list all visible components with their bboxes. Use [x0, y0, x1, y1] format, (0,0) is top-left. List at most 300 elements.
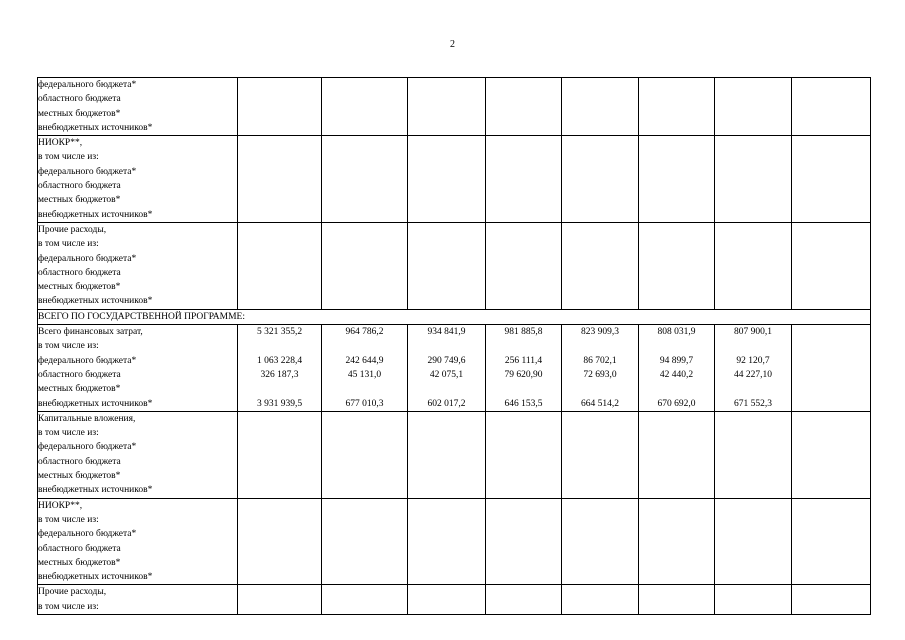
value-line [486, 570, 561, 584]
row-label-line: Прочие расходы, [38, 587, 107, 598]
value-line [715, 556, 791, 570]
value-line [322, 339, 407, 353]
value-line [562, 165, 638, 179]
value-line [238, 121, 321, 135]
value-line [639, 136, 714, 150]
value-line [322, 208, 407, 222]
value-line [639, 150, 714, 164]
value-line [322, 440, 407, 454]
row-label-line: областного бюджета [38, 94, 121, 105]
value-line [408, 150, 485, 164]
value-cell [408, 585, 486, 615]
value-line [792, 237, 870, 251]
value-line [408, 339, 485, 353]
value-line [408, 527, 485, 541]
value-line [408, 585, 485, 599]
value-line [322, 92, 407, 106]
value-line [408, 382, 485, 396]
value-line [486, 121, 561, 135]
value-line [792, 585, 870, 599]
row-label-cell [38, 411, 238, 498]
value-cell [715, 78, 792, 136]
value-cell [792, 325, 871, 412]
value-line [238, 237, 321, 251]
value-line [322, 600, 407, 614]
value-line [715, 426, 791, 440]
value-cell [238, 136, 322, 223]
value-cell [562, 585, 639, 615]
value-line [486, 193, 561, 207]
value-line [238, 483, 321, 497]
row-label-line: Капитальные вложения, [38, 413, 136, 424]
value-cell [562, 136, 639, 223]
value-line [792, 294, 870, 308]
value-line [238, 440, 321, 454]
value-line [238, 136, 321, 150]
value-line [408, 223, 485, 237]
row-label-line: Всего финансовых затрат, [38, 327, 143, 338]
row-label-line: местных бюджетов* [38, 384, 121, 395]
value-cell [562, 325, 639, 412]
page-number: 2 [450, 39, 455, 50]
value-line [792, 600, 870, 614]
value-line [792, 179, 870, 193]
value-line [562, 193, 638, 207]
value-line [322, 179, 407, 193]
value-line: 1 063 228,4 [256, 355, 303, 366]
value-line [408, 121, 485, 135]
value-line: 670 692,0 [657, 398, 696, 409]
value-line [792, 266, 870, 280]
row-label-line: областного бюджета [38, 543, 121, 554]
value-line [238, 266, 321, 280]
value-line [486, 339, 561, 353]
value-line: 94 899,7 [659, 355, 694, 366]
value-line [238, 556, 321, 570]
value-line [792, 426, 870, 440]
value-line [715, 266, 791, 280]
value-cell [486, 325, 562, 412]
value-line [639, 294, 714, 308]
value-line [238, 527, 321, 541]
value-line [562, 455, 638, 469]
value-line [639, 600, 714, 614]
value-line [792, 368, 870, 382]
value-line [238, 179, 321, 193]
value-line [486, 150, 561, 164]
value-line: 807 900,1 [734, 327, 772, 338]
value-cell [792, 585, 871, 615]
value-line [408, 136, 485, 150]
value-line [486, 280, 561, 294]
value-line: 45 131,0 [347, 369, 382, 380]
value-line [792, 499, 870, 513]
value-line [562, 483, 638, 497]
value-line [792, 440, 870, 454]
value-line [715, 237, 791, 251]
value-line [715, 193, 791, 207]
value-line [562, 513, 638, 527]
value-line [562, 92, 638, 106]
section-title: ВСЕГО ПО ГОСУДАРСТВЕННОЙ ПРОГРАММЕ: [38, 309, 871, 324]
value-cell [238, 498, 322, 585]
value-line [408, 92, 485, 106]
value-line [238, 412, 321, 426]
value-line [792, 325, 870, 339]
value-line [322, 121, 407, 135]
value-cell [322, 222, 408, 309]
value-cell [715, 411, 792, 498]
value-line [639, 208, 714, 222]
value-line: 677 010,3 [345, 398, 384, 409]
value-cell [639, 585, 715, 615]
value-line [322, 136, 407, 150]
row-label-line: в том числе из: [38, 428, 99, 439]
value-line [238, 150, 321, 164]
value-line [322, 237, 407, 251]
value-line [562, 542, 638, 556]
value-line [486, 455, 561, 469]
value-line [562, 600, 638, 614]
row-label-line: областного бюджета [38, 267, 121, 278]
value-line: 934 841,9 [427, 327, 466, 338]
row-label-line: внебюджетных источников* [38, 209, 153, 220]
value-cell [639, 498, 715, 585]
value-line: 326 187,3 [260, 369, 299, 380]
table-block [38, 585, 871, 615]
value-line [639, 223, 714, 237]
value-line: 72 693,0 [583, 369, 617, 380]
row-label-line: Прочие расходы, [38, 224, 107, 235]
value-line: 3 931 939,5 [256, 398, 303, 409]
value-cell [715, 136, 792, 223]
value-line [238, 585, 321, 599]
value-line [408, 193, 485, 207]
row-label-line: областного бюджета [38, 181, 121, 192]
value-line [486, 483, 561, 497]
value-line [322, 469, 407, 483]
value-line [322, 78, 407, 92]
value-cell [562, 78, 639, 136]
table-block [38, 78, 871, 136]
row-label-line: местных бюджетов* [38, 282, 121, 293]
table-block [38, 498, 871, 585]
value-line [792, 121, 870, 135]
value-cell [715, 222, 792, 309]
value-line [238, 208, 321, 222]
value-line [486, 294, 561, 308]
value-line [715, 499, 791, 513]
value-line [238, 294, 321, 308]
value-cell [322, 78, 408, 136]
value-line [408, 208, 485, 222]
value-line [562, 237, 638, 251]
value-line [715, 382, 791, 396]
value-line [238, 382, 321, 396]
value-line [562, 266, 638, 280]
value-line [238, 280, 321, 294]
value-line [322, 150, 407, 164]
value-line [408, 280, 485, 294]
value-line [408, 469, 485, 483]
value-line [486, 600, 561, 614]
value-line [486, 469, 561, 483]
value-line [238, 92, 321, 106]
value-line [238, 252, 321, 266]
value-line: 42 075,1 [429, 369, 464, 380]
value-line [322, 513, 407, 527]
value-line [639, 469, 714, 483]
value-line [715, 294, 791, 308]
value-line [792, 193, 870, 207]
value-line [238, 78, 321, 92]
value-line [562, 78, 638, 92]
value-line [486, 440, 561, 454]
value-line [322, 107, 407, 121]
value-line [322, 527, 407, 541]
table-block [38, 222, 871, 309]
value-line [639, 92, 714, 106]
value-line: 964 786,2 [345, 327, 384, 338]
value-line [408, 266, 485, 280]
value-line [715, 412, 791, 426]
row-label-line: местных бюджетов* [38, 471, 121, 482]
value-line [639, 382, 714, 396]
value-line [408, 179, 485, 193]
value-line [792, 455, 870, 469]
value-line [486, 165, 561, 179]
value-line [562, 107, 638, 121]
value-line [562, 499, 638, 513]
value-line [792, 252, 870, 266]
totals-block [38, 325, 871, 412]
value-cell [322, 411, 408, 498]
value-line [639, 78, 714, 92]
value-cell [715, 585, 792, 615]
value-line [322, 193, 407, 207]
value-cell [322, 498, 408, 585]
value-line [486, 136, 561, 150]
value-line [792, 208, 870, 222]
value-line [792, 397, 870, 411]
value-line [238, 426, 321, 440]
row-label-cell [38, 136, 238, 223]
value-line: 42 440,2 [659, 369, 694, 380]
value-line [639, 412, 714, 426]
value-line [486, 556, 561, 570]
value-line: 646 153,5 [504, 398, 543, 409]
value-cell [792, 136, 871, 223]
value-line [238, 469, 321, 483]
value-line [639, 542, 714, 556]
value-line [408, 483, 485, 497]
value-line [562, 426, 638, 440]
value-cell [238, 78, 322, 136]
value-line [715, 208, 791, 222]
value-line [562, 556, 638, 570]
value-line [639, 121, 714, 135]
value-line [562, 585, 638, 599]
value-line [486, 223, 561, 237]
value-line [562, 252, 638, 266]
row-label-line: внебюджетных источников* [38, 485, 153, 496]
value-cell [408, 325, 486, 412]
row-label-cell [38, 78, 238, 136]
value-line [408, 440, 485, 454]
value-cell [486, 411, 562, 498]
value-line: 242 644,9 [345, 355, 384, 366]
value-line [408, 107, 485, 121]
value-line [408, 455, 485, 469]
value-line [639, 556, 714, 570]
value-line [792, 280, 870, 294]
value-line: 671 552,3 [734, 398, 772, 409]
value-line [322, 556, 407, 570]
value-line [792, 542, 870, 556]
section-row [38, 309, 871, 324]
value-line [715, 136, 791, 150]
row-label-line: областного бюджета [38, 456, 121, 467]
value-line [715, 179, 791, 193]
value-line [238, 542, 321, 556]
value-line [238, 107, 321, 121]
value-line [792, 513, 870, 527]
value-line [562, 136, 638, 150]
value-line [639, 266, 714, 280]
value-line [715, 121, 791, 135]
value-line [639, 455, 714, 469]
value-line [639, 237, 714, 251]
value-line [562, 294, 638, 308]
value-line [639, 513, 714, 527]
value-line [639, 280, 714, 294]
value-line [715, 570, 791, 584]
value-line [486, 237, 561, 251]
value-line [715, 455, 791, 469]
value-line [486, 382, 561, 396]
value-line [322, 542, 407, 556]
value-line [408, 513, 485, 527]
value-cell [715, 498, 792, 585]
value-cell [322, 585, 408, 615]
row-label-line: федерального бюджета* [38, 80, 137, 90]
value-line [562, 208, 638, 222]
row-label-line: федерального бюджета* [38, 442, 137, 453]
value-line [792, 527, 870, 541]
value-line [322, 252, 407, 266]
value-line [562, 280, 638, 294]
value-line [792, 556, 870, 570]
value-cell [486, 222, 562, 309]
value-line [238, 165, 321, 179]
value-line [792, 483, 870, 497]
value-line [322, 280, 407, 294]
value-cell [562, 222, 639, 309]
value-line [562, 527, 638, 541]
value-line [715, 469, 791, 483]
value-line [639, 570, 714, 584]
value-line [562, 121, 638, 135]
value-line [408, 237, 485, 251]
value-line [322, 570, 407, 584]
value-line [408, 78, 485, 92]
value-cell [639, 136, 715, 223]
value-line [408, 556, 485, 570]
value-line [562, 150, 638, 164]
row-label-line: федерального бюджета* [38, 529, 137, 540]
value-line: 5 321 355,2 [256, 327, 303, 338]
value-line [639, 107, 714, 121]
value-cell [792, 78, 871, 136]
row-label-line: внебюджетных источников* [38, 122, 153, 133]
value-line [322, 266, 407, 280]
value-line [408, 165, 485, 179]
value-line [715, 223, 791, 237]
value-line [792, 165, 870, 179]
value-line [322, 426, 407, 440]
value-line [486, 107, 561, 121]
value-line [792, 382, 870, 396]
value-cell [486, 136, 562, 223]
value-line [486, 542, 561, 556]
value-line [408, 412, 485, 426]
value-line [486, 527, 561, 541]
value-line [238, 193, 321, 207]
value-line [715, 78, 791, 92]
value-line: 664 514,2 [581, 398, 619, 409]
value-line [715, 527, 791, 541]
value-line [486, 426, 561, 440]
value-cell [639, 411, 715, 498]
value-line: 808 031,9 [657, 327, 696, 338]
row-label-line: НИОКР**, [38, 500, 83, 511]
value-line [486, 499, 561, 513]
value-line [408, 570, 485, 584]
value-line [792, 150, 870, 164]
value-line [562, 179, 638, 193]
value-line [639, 585, 714, 599]
value-cell [238, 325, 322, 412]
value-line [715, 92, 791, 106]
value-cell [715, 325, 792, 412]
value-line: 290 749,6 [427, 355, 466, 366]
row-label-line: местных бюджетов* [38, 195, 121, 206]
row-label-line: в том числе из: [38, 152, 99, 163]
value-line: 44 227,10 [734, 369, 772, 380]
row-label-line: областного бюджета [38, 369, 121, 380]
value-line [792, 469, 870, 483]
row-label-line: внебюджетных источников* [38, 296, 153, 307]
value-line: 602 017,2 [427, 398, 466, 409]
row-label-cell [38, 325, 238, 412]
row-label-cell [38, 585, 238, 615]
value-line [562, 570, 638, 584]
value-line [562, 469, 638, 483]
value-line [792, 570, 870, 584]
value-cell [408, 78, 486, 136]
value-cell [486, 498, 562, 585]
row-label-line: в том числе из: [38, 239, 99, 250]
value-line [562, 382, 638, 396]
value-cell [408, 411, 486, 498]
row-label-cell [38, 222, 238, 309]
table-block [38, 136, 871, 223]
value-line [792, 92, 870, 106]
value-line [408, 294, 485, 308]
value-line [715, 280, 791, 294]
value-line: 256 111,4 [504, 355, 543, 366]
value-line [322, 483, 407, 497]
